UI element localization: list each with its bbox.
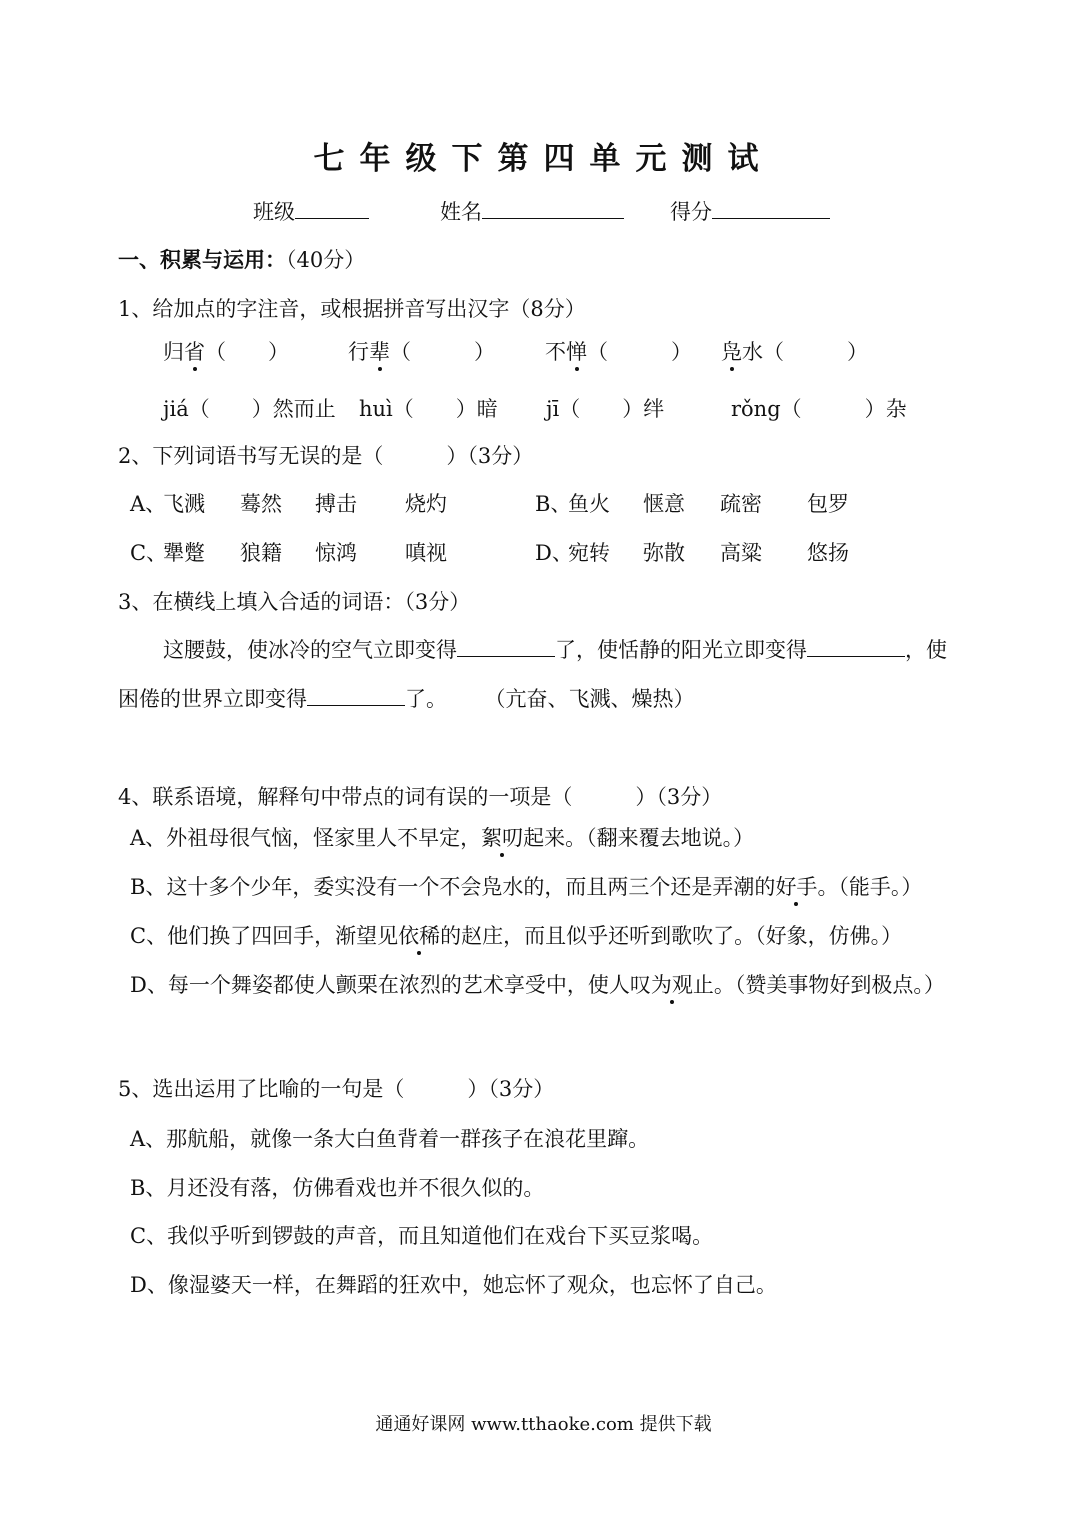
answer-paren[interactable]: （ ） — [205, 340, 289, 364]
score-field[interactable] — [670, 196, 830, 226]
q1-word-3: 不惮（ ） — [545, 340, 692, 364]
q1-pinyin-1: jiá（ ）然而止 — [163, 397, 336, 421]
q5-option-a[interactable]: A、那航船，就像一条大白鱼背着一群孩子在浪花里蹿。 — [130, 1127, 650, 1151]
dotted-word: 叹为观止 — [629, 973, 714, 997]
q4-option-d[interactable]: D、每一个舞姿都使人颤栗在浓烈的艺术享受中，使人叹为观止。（赞美事物好到极点。） — [130, 973, 945, 997]
q2-option-b[interactable]: B、 鱼火 惬意 疏密 包罗 — [535, 492, 849, 516]
q1-prompt: 1、给加点的字注音，或根据拼音写出汉字（8分） — [118, 297, 586, 321]
q1-word-1: 归省（ ） — [163, 340, 289, 364]
q2-option-a[interactable]: A、 飞溅 蓦然 搏击 烧灼 — [130, 492, 447, 516]
q3-line-2: 困倦的世界立即变得 了。 （亢奋、飞溅、燥热） — [118, 683, 695, 713]
q1-word-4: 凫水（ ） — [721, 340, 868, 364]
dotted-char: 惮 — [566, 340, 587, 364]
q2-prompt: 2、下列词语书写无误的是（ ）（3分） — [118, 444, 534, 468]
class-field[interactable] — [253, 196, 369, 226]
fill-blank-3[interactable] — [307, 683, 405, 706]
q2-option-c[interactable]: C、 犟蹩 狼籍 惊鸿 嗔视 — [130, 541, 447, 565]
fill-blank-2[interactable] — [807, 634, 905, 657]
name-field[interactable] — [440, 196, 624, 226]
q3-hint: （亢奋、飞溅、燥热） — [495, 687, 695, 712]
fill-blank-1[interactable] — [457, 634, 555, 657]
q4-option-a[interactable]: A、外祖母很气恼，怪家里人不早定，絮叨起来。（翻来覆去地说。） — [130, 826, 755, 850]
q1-pinyin-3: jī（ ）绊 — [546, 397, 665, 421]
q4-prompt: 4、联系语境，解释句中带点的词有误的一项是（ ）（3分） — [118, 785, 723, 809]
answer-paren[interactable]: （ ） — [390, 340, 495, 364]
score-label: 得分 — [670, 200, 712, 225]
section-points: （40分） — [286, 248, 366, 272]
name-blank[interactable] — [482, 196, 624, 219]
dotted-char: 省 — [184, 340, 205, 364]
answer-paren[interactable]: （ ） — [559, 397, 644, 421]
dotted-word: 好手 — [775, 875, 818, 899]
class-label: 班级 — [253, 200, 295, 225]
q4-option-b[interactable]: B、这十多个少年，委实没有一个不会凫水的，而且两三个还是弄潮的好手。（能手。） — [130, 875, 923, 899]
name-label: 姓名 — [440, 200, 482, 225]
score-blank[interactable] — [712, 196, 830, 219]
q5-option-b[interactable]: B、月还没有落，仿佛看戏也并不很久似的。 — [130, 1176, 545, 1200]
footer: 通通好课网 www.tthaoke.com 提供下载 — [375, 1414, 712, 1435]
answer-paren[interactable]: （ ） — [587, 340, 692, 364]
q1-pinyin-4: rǒng（ ）杂 — [731, 397, 907, 421]
q4-option-c[interactable]: C、他们换了四回手，渐望见依稀的赵庄，而且似乎还听到歌吹了。（好象，仿佛。） — [130, 924, 903, 948]
dotted-word: 依稀 — [398, 924, 441, 948]
dotted-char: 凫 — [721, 340, 742, 364]
q1-word-2: 行辈（ ） — [348, 340, 495, 364]
answer-paren[interactable]: （ ） — [188, 397, 273, 421]
answer-paren[interactable]: （ ） — [392, 397, 477, 421]
q3-line-1: 这腰鼓，使冰冷的空气立即变得 了，使恬静的阳光立即变得 ，使 — [163, 634, 947, 664]
q5-option-c[interactable]: C、我似乎听到锣鼓的声音，而且知道他们在戏台下买豆浆喝。 — [130, 1224, 714, 1248]
class-blank[interactable] — [295, 196, 369, 219]
section-title: 一、积累与运用： — [118, 247, 286, 272]
q3-prompt: 3、在横线上填入合适的词语：（3分） — [118, 590, 471, 614]
q5-prompt: 5、选出运用了比喻的一句是（ ）（3分） — [118, 1077, 555, 1101]
answer-paren[interactable]: （ ） — [763, 340, 868, 364]
page-title: 七年级下第四单元测试 — [313, 141, 774, 177]
answer-paren[interactable]: （ ） — [780, 397, 886, 421]
section-heading — [118, 244, 365, 274]
dotted-char: 辈 — [369, 340, 390, 364]
q5-option-d[interactable]: D、像湿婆天一样，在舞蹈的狂欢中，她忘怀了观众，也忘怀了自己。 — [130, 1273, 777, 1297]
q1-pinyin-2: huì（ ）暗 — [359, 397, 498, 421]
dotted-word: 絮叨 — [481, 826, 524, 850]
q2-option-d[interactable]: D、 宛转 弥散 高粱 悠扬 — [535, 541, 849, 565]
